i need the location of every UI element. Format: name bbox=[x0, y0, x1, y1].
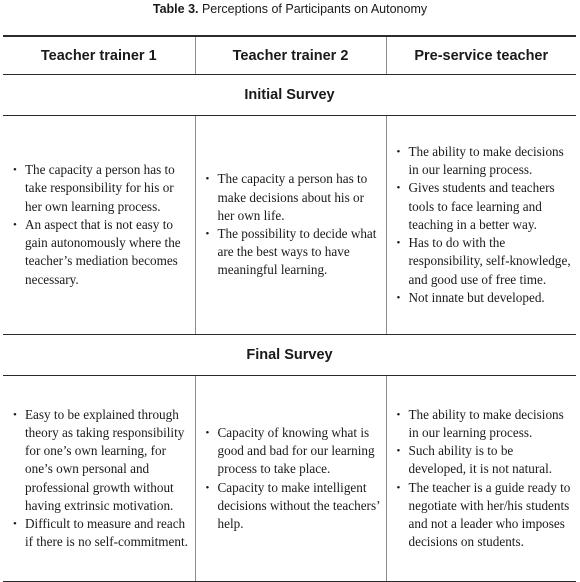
bullet-list bbox=[196, 170, 386, 279]
cell-final-pre-service bbox=[386, 376, 576, 582]
list-item: • Capacity to make intelligent decisions without the teachers’ help. bbox=[218, 479, 382, 534]
list-item: • The capacity a person has to take responsibility for his or her own learning process. bbox=[25, 161, 191, 216]
perceptions-table bbox=[3, 35, 576, 582]
section-title-initial-survey: Initial Survey bbox=[3, 75, 576, 116]
caption-text: Perceptions of Participants on Autonomy bbox=[198, 2, 428, 16]
bullet-list bbox=[196, 424, 386, 533]
column-header-pre-service-teacher: Pre-service teacher bbox=[386, 36, 576, 75]
list-item: • Such ability is to be developed, it is not natural. bbox=[409, 442, 573, 478]
list-item: • The ability to make decisions in our learning process. bbox=[409, 406, 573, 442]
list-item: • Has to do with the responsibility, self-knowledge, and good use of free time. bbox=[409, 234, 573, 289]
table-caption bbox=[0, 1, 580, 17]
cell-initial-trainer-2 bbox=[195, 116, 386, 335]
section-title-final-survey: Final Survey bbox=[3, 335, 576, 376]
list-item: • Difficult to measure and reach if there is no self-commitment. bbox=[25, 515, 191, 551]
list-item: • The teacher is a guide ready to negotiate with her/his students and not a leader who imposes decisions on students. bbox=[409, 479, 573, 552]
list-item: • The ability to make decisions in our learning process. bbox=[409, 143, 573, 179]
header-row bbox=[3, 36, 576, 75]
list-item: • An aspect that is not easy to gain autonomously where the teacher’s mediation becomes necessary. bbox=[25, 216, 191, 289]
list-item: • Easy to be explained through theory as taking responsibility for one’s own learning, for one’s own personal and professional growth without having extrinsic motivation. bbox=[25, 406, 191, 515]
cell-initial-pre-service bbox=[386, 116, 576, 335]
bullet-list bbox=[387, 143, 577, 307]
bullet-list bbox=[3, 161, 195, 288]
bullet-list bbox=[387, 406, 577, 552]
column-header-teacher-trainer-2: Teacher trainer 2 bbox=[195, 36, 386, 75]
cell-initial-trainer-1 bbox=[3, 116, 195, 335]
table-row-initial bbox=[3, 116, 576, 335]
cell-final-trainer-2 bbox=[195, 376, 386, 582]
column-header-teacher-trainer-1: Teacher trainer 1 bbox=[3, 36, 195, 75]
cell-final-trainer-1 bbox=[3, 376, 195, 582]
list-item: • The possibility to decide what are the best ways to have meaningful learning. bbox=[218, 225, 382, 280]
caption-label: Table 3. bbox=[152, 2, 199, 16]
bullet-list bbox=[3, 406, 195, 552]
list-item: • The capacity a person has to make decisions about his or her own life. bbox=[218, 170, 382, 225]
list-item: • Not innate but developed. bbox=[409, 289, 573, 307]
section-row-final bbox=[3, 335, 576, 376]
table-row-final bbox=[3, 376, 576, 582]
section-row-initial bbox=[3, 75, 576, 116]
list-item: • Gives students and teachers tools to face learning and teaching in a better way. bbox=[409, 179, 573, 234]
list-item: • Capacity of knowing what is good and bad for our learning process to take place. bbox=[218, 424, 382, 479]
